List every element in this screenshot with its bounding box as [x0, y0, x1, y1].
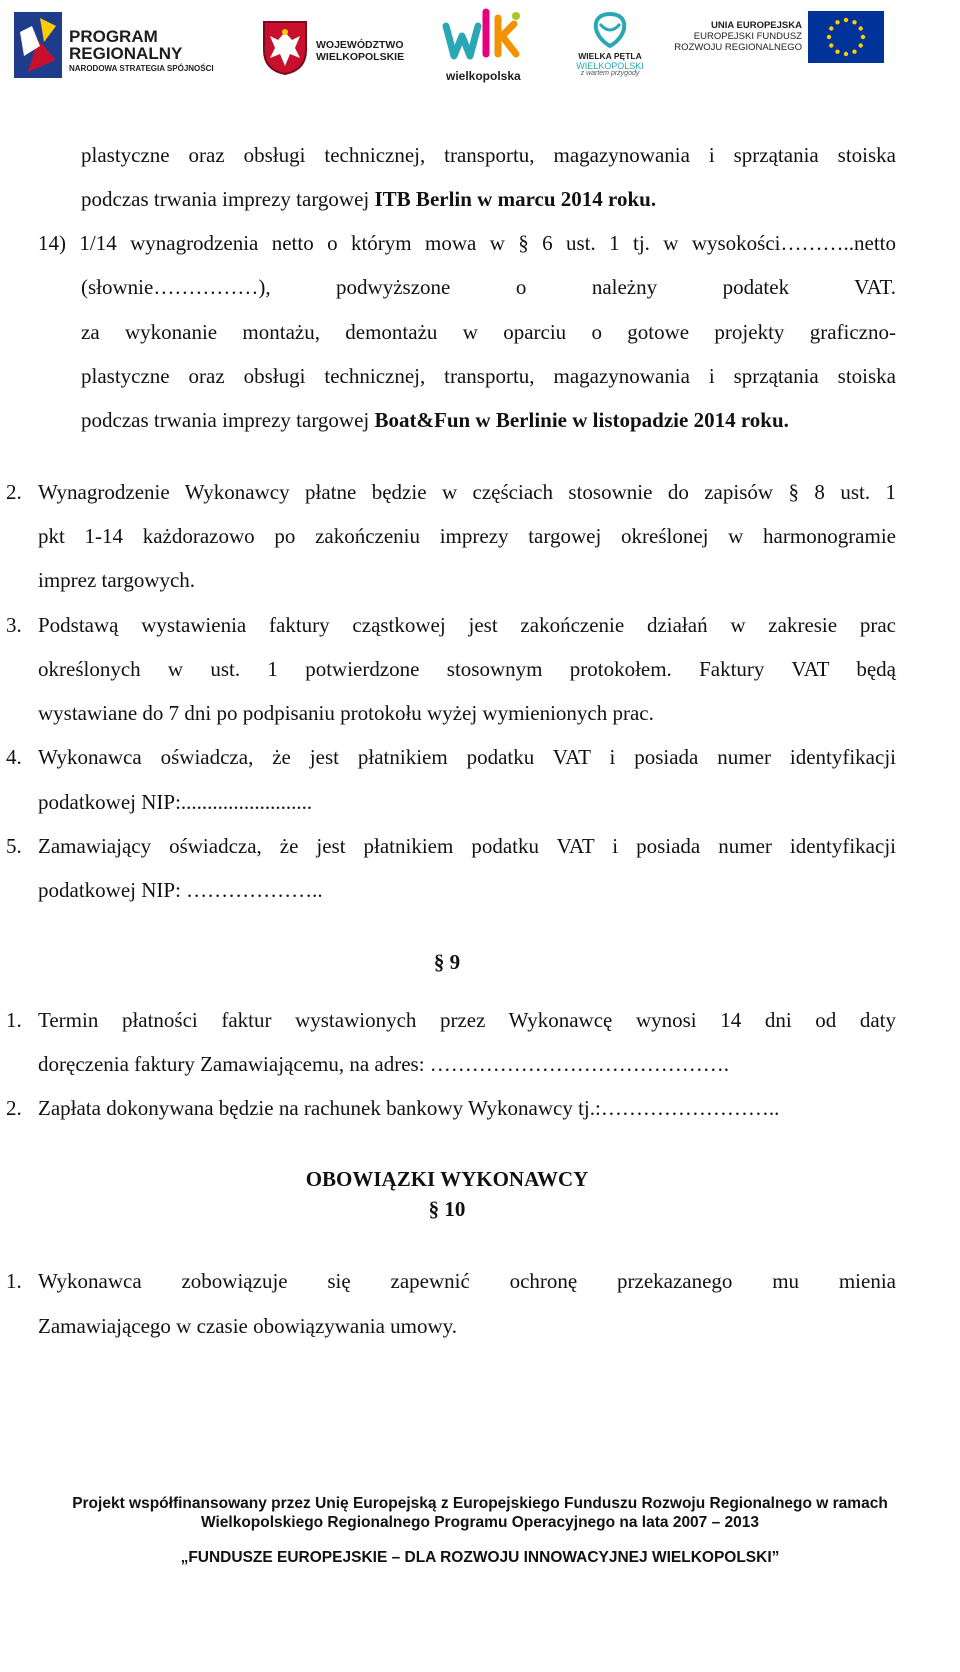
logo2-line1: WOJEWÓDZTWO — [316, 39, 404, 51]
program-regionalny-logo-icon — [14, 12, 62, 78]
header-logos — [0, 0, 960, 92]
list-number: 2. — [6, 480, 22, 504]
logo3-caption: wielkopolska — [446, 69, 521, 83]
eu-star-icon — [835, 20, 839, 24]
obligations-heading: OBOWIĄZKI WYKONAWCY — [305, 1167, 589, 1191]
event-itb-berlin: ITB Berlin w marcu 2014 roku. — [374, 187, 657, 211]
list-number: 1. — [6, 1008, 22, 1032]
text-line — [81, 407, 789, 433]
eu-star-icon — [852, 50, 856, 54]
eu-star-icon — [829, 26, 833, 30]
eu-flag-icon — [808, 11, 884, 63]
eu-star-icon — [859, 43, 863, 47]
logo4-line1: WIELKA PĘTLA — [578, 51, 642, 61]
logo5-line3: ROZWOJU REGIONALNEGO — [674, 42, 802, 53]
text-line: Wykonawca oświadcza, że jest płatnikiem podatku VAT i posiada numer identyfikacji — [38, 745, 896, 769]
text-line: plastyczne oraz obsługi technicznej, transportu, magazynowania i sprzątania stoiska — [81, 143, 896, 167]
text-line: Podstawą wystawienia faktury cząstkowej jest zakończenie działań w zakresie prac — [38, 613, 896, 637]
coat-of-arms-icon — [262, 20, 308, 76]
section-9-heading: § 9 — [433, 950, 461, 974]
logo1-line3: NARODOWA STRATEGIA SPÓJNOŚCI — [69, 64, 214, 73]
footer-line-2: Wielkopolskiego Regionalnego Programu Operacyjnego na lata 2007 – 2013 — [200, 1514, 760, 1531]
text-line: Zamawiającego w czasie obowiązywania umowy. — [38, 1314, 458, 1338]
text-line: Zapłata dokonywana będzie na rachunek bankowy Wykonawcy tj.:…………………….. — [38, 1096, 780, 1120]
text-fragment: podczas trwania imprezy targowej — [81, 187, 375, 211]
logo5-line1: UNIA EUROPEJSKA — [711, 20, 802, 31]
list-number: 4. — [6, 745, 22, 769]
text-line: Zamawiający oświadcza, że jest płatnikiem podatku VAT i posiada numer identyfikacji — [38, 834, 896, 858]
text-line: określonych w ust. 1 potwierdzone stosownym protokołem. Faktury VAT będą — [38, 657, 896, 681]
logo1-line1: PROGRAM — [69, 27, 158, 46]
text-line — [81, 186, 656, 212]
text-line: podatkowej NIP: ……………….. — [38, 878, 323, 902]
text-line: Termin płatności faktur wystawionych przez Wykonawcę wynosi 14 dni od daty — [38, 1008, 896, 1032]
text-line: Wykonawca zobowiązuje się zapewnić ochronę przekazanego mu mienia — [38, 1269, 896, 1293]
list-number: 1. — [6, 1269, 22, 1293]
eu-star-icon — [835, 50, 839, 54]
wielka-petla-logo-icon — [586, 6, 634, 52]
event-boat-fun: Boat&Fun w Berlinie w listopadzie 2014 roku. — [374, 408, 789, 432]
eu-star-icon — [861, 35, 865, 39]
wielkopolska-logo-icon — [442, 8, 524, 70]
logo5-line2: EUROPEJSKI FUNDUSZ — [693, 31, 802, 42]
text-line: pkt 1-14 każdorazowo po zakończeniu imprezy targowej określonej w harmonogramie — [38, 524, 896, 548]
footer-line-3: „FUNDUSZE EUROPEJSKIE – DLA ROZWOJU INNOWACYJNEJ WIELKOPOLSKI” — [180, 1549, 780, 1566]
eu-star-icon — [859, 26, 863, 30]
text-fragment: podczas trwania imprezy targowej — [81, 408, 375, 432]
text-line: za wykonanie montażu, demontażu w oparciu o gotowe projekty graficzno- — [81, 320, 896, 344]
list-number: 5. — [6, 834, 22, 858]
logo4-line3: z wartem przygody — [580, 70, 640, 77]
eu-star-icon — [844, 52, 848, 56]
text-line: 14) 1/14 wynagrodzenia netto o którym mowa w § 6 ust. 1 tj. w wysokości………..netto — [38, 231, 896, 255]
eu-star-icon — [829, 43, 833, 47]
footer-line-1: Projekt współfinansowany przez Unię Europejską z Europejskiego Funduszu Rozwoju Regionalnego w ramach — [72, 1495, 888, 1512]
logo1-line2: REGIONALNY — [69, 44, 183, 63]
text-line: wystawiane do 7 dni po podpisaniu protokołu wyżej wymienionych prac. — [38, 701, 654, 725]
logo4-line2: WIELKOPOLSKI — [576, 61, 644, 71]
eu-star-icon — [852, 20, 856, 24]
text-line: Wynagrodzenie Wykonawcy płatne będzie w częściach stosownie do zapisów § 8 ust. 1 — [38, 480, 896, 504]
section-10-heading: § 10 — [428, 1197, 466, 1221]
text-line: podatkowej NIP:......................... — [38, 790, 313, 814]
text-line: plastyczne oraz obsługi technicznej, transportu, magazynowania i sprzątania stoiska — [81, 364, 896, 388]
logo2-line2: WIELKOPOLSKIE — [316, 51, 405, 63]
list-number: 3. — [6, 613, 22, 637]
text-line: doręczenia faktury Zamawiającemu, na adres: ……………………………………. — [38, 1052, 730, 1076]
text-line: imprez targowych. — [38, 568, 196, 592]
list-number: 2. — [6, 1096, 22, 1120]
eu-star-icon — [844, 18, 848, 22]
text-line: (słownie……………), podwyższone o należny podatek VAT. — [81, 275, 896, 299]
eu-star-icon — [827, 35, 831, 39]
